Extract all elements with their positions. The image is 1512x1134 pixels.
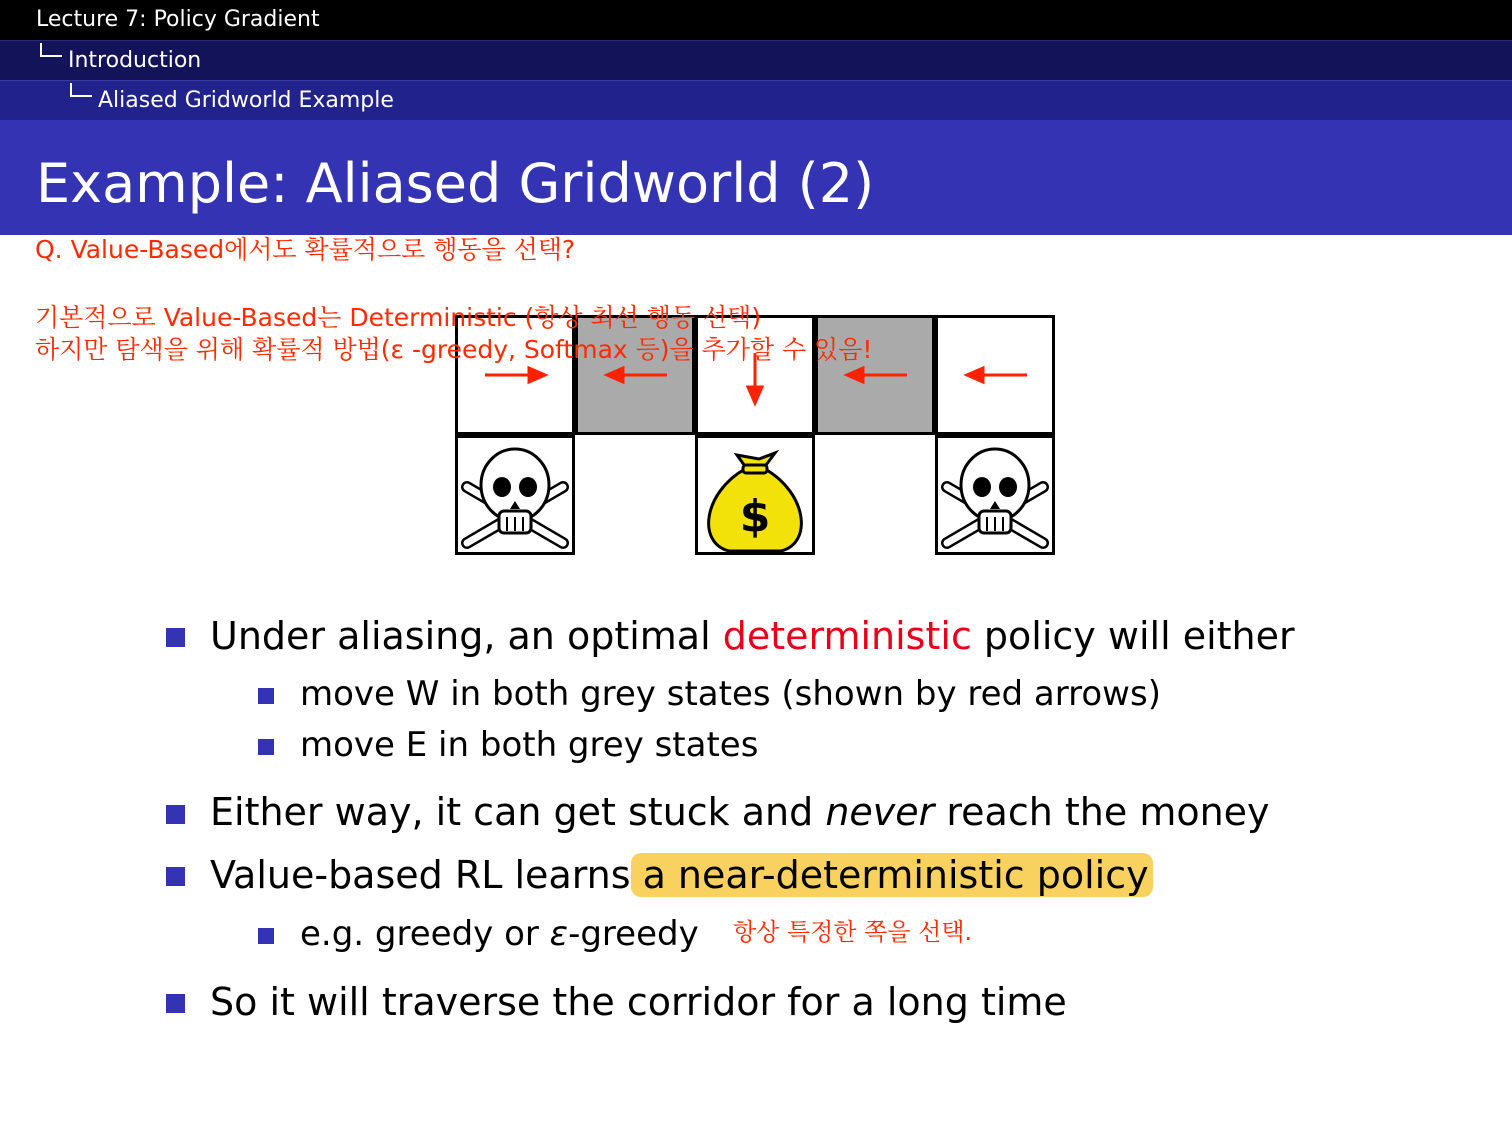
svg-text:$: $ — [739, 491, 771, 542]
east-arrow-icon — [485, 368, 545, 382]
bullet-3-highlight: a near-deterministic policy — [631, 853, 1153, 897]
west-arrow-icon — [607, 368, 667, 382]
subbullet-square-icon — [258, 688, 274, 704]
bullet-square-icon — [166, 994, 185, 1013]
bullet-3 — [210, 851, 1153, 899]
annotation-answer-line1: 기본적으로 Value-Based는 Deterministic (항상 최선 행동 선택) — [35, 303, 762, 332]
bullet-2-text-em: never — [825, 790, 935, 834]
bullet-1-sub-1: move W in both grey states (shown by red arrows) — [300, 674, 1161, 714]
subsection-title: Aliased Gridworld Example — [98, 88, 394, 113]
subbullet-square-icon — [258, 928, 274, 944]
bullet-1-text-pre: Under aliasing, an optimal — [210, 614, 723, 658]
bullet-1 — [210, 612, 1295, 660]
bullet-square-icon — [166, 628, 185, 647]
slide-title-bar — [0, 120, 1512, 235]
bullet-3-sub-1 — [300, 912, 699, 956]
bullet-2-text-post: reach the money — [934, 790, 1270, 834]
lecture-title: Lecture 7: Policy Gradient — [36, 7, 320, 32]
bullet-2 — [210, 788, 1270, 836]
header-lecture — [0, 0, 1512, 40]
header-subsection — [0, 80, 1512, 120]
epsilon-symbol: ε — [549, 914, 569, 954]
bullet-square-icon — [166, 867, 185, 886]
annotation-greedy-note: 항상 특정한 쪽을 선택. — [733, 918, 973, 946]
bullet-1-text-red: deterministic — [722, 614, 972, 658]
bullet-1-sub-2: move E in both grey states — [300, 725, 759, 765]
bullet-3-sub-text-post: -greedy — [568, 914, 699, 954]
subbullet-square-icon — [258, 739, 274, 755]
skull-crossbones-icon — [467, 449, 563, 543]
tree-corner-icon — [40, 43, 62, 57]
slide-title: Example: Aliased Gridworld (2) — [36, 152, 875, 215]
annotation-question: Q. Value-Based에서도 확률적으로 행동을 선택? — [35, 235, 576, 264]
bullet-1-text-post: policy will either — [971, 614, 1295, 658]
bullet-square-icon — [166, 805, 185, 824]
west-arrow-icon — [847, 368, 907, 382]
annotation-answer-line2: 하지만 탐색을 위해 확률적 방법(ε -greedy, Softmax 등)을 추가할 수 있음! — [35, 335, 873, 364]
tree-corner-icon — [70, 83, 92, 97]
skull-crossbones-icon — [947, 449, 1043, 543]
bullet-4: So it will traverse the corridor for a long time — [210, 980, 1067, 1024]
bullet-3-sub-text-pre: e.g. greedy or — [300, 914, 550, 954]
money-bag-icon — [709, 453, 802, 551]
bullet-3-text-pre: Value-based RL learns — [210, 853, 631, 897]
west-arrow-icon — [967, 368, 1027, 382]
bullet-2-text-pre: Either way, it can get stuck and — [210, 790, 826, 834]
header-section — [0, 40, 1512, 80]
section-title: Introduction — [68, 48, 202, 73]
